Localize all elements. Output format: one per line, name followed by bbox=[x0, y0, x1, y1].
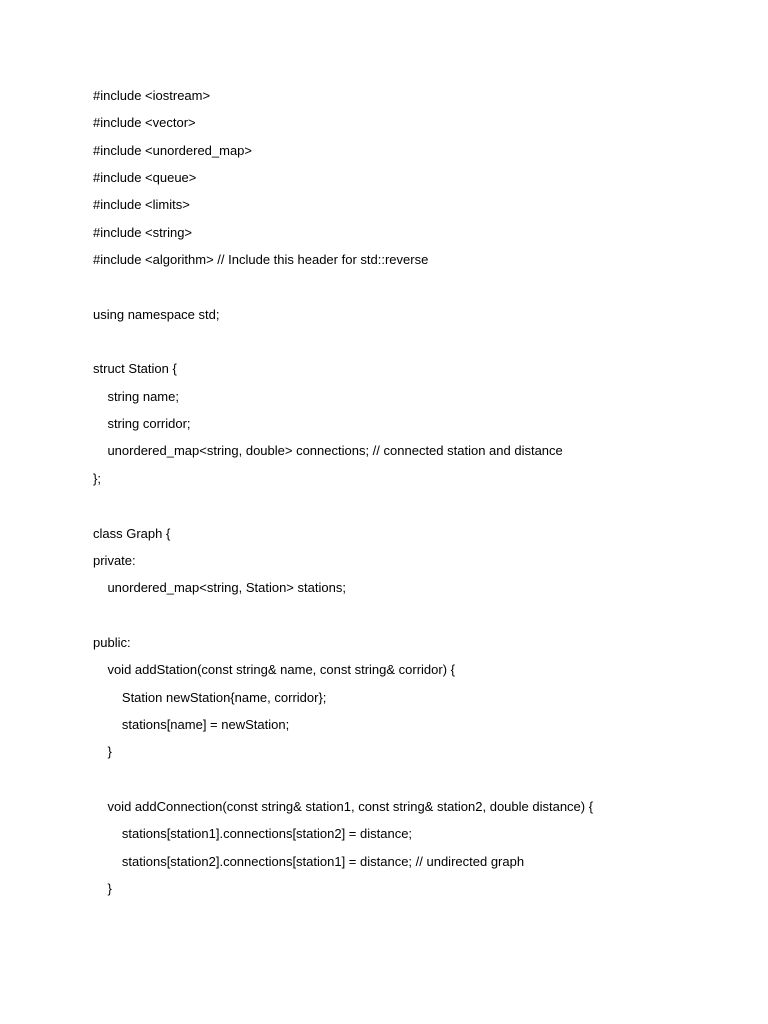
code-line: struct Station { bbox=[93, 361, 177, 377]
code-line: #include <queue> bbox=[93, 170, 197, 186]
code-line: #include <unordered_map> bbox=[93, 142, 253, 158]
code-line bbox=[93, 332, 733, 359]
code-line: string corridor; bbox=[93, 416, 191, 432]
code-line: #include <vector> bbox=[93, 115, 196, 131]
code-line: void addConnection(const string& station1, const string& station2, double distance) { bbox=[93, 798, 594, 814]
code-line: stations[station2].connections[station1] = distance; // undirected graph bbox=[93, 853, 525, 869]
code-line bbox=[93, 770, 733, 797]
code-line: #include <algorithm> // Include this header for std::reverse bbox=[93, 252, 429, 268]
code-line: private: bbox=[93, 552, 136, 568]
code-line: class Graph { bbox=[93, 525, 171, 541]
code-line: #include <iostream> bbox=[93, 88, 211, 103]
code-line bbox=[93, 277, 733, 304]
code-line: unordered_map<string, double> connections; // connected station and distance bbox=[93, 443, 563, 459]
code-line: Station newStation{name, corridor}; bbox=[93, 689, 327, 705]
code-line: #include <string> bbox=[93, 224, 193, 240]
code-line: #include <limits> bbox=[93, 197, 190, 213]
code-text-block bbox=[93, 86, 733, 906]
code-line: } bbox=[93, 880, 112, 896]
code-line: string name; bbox=[93, 388, 179, 404]
code-line: stations[name] = newStation; bbox=[93, 716, 290, 732]
code-line: public: bbox=[93, 634, 131, 650]
code-line: unordered_map<string, Station> stations; bbox=[93, 580, 346, 596]
code-line bbox=[93, 496, 733, 523]
code-line: } bbox=[93, 744, 112, 760]
code-line: }; bbox=[93, 470, 101, 486]
code-line: void addStation(const string& name, const string& corridor) { bbox=[93, 662, 456, 678]
code-line bbox=[93, 606, 733, 633]
code-line: stations[station1].connections[station2] = distance; bbox=[93, 826, 413, 842]
code-line: using namespace std; bbox=[93, 306, 220, 322]
